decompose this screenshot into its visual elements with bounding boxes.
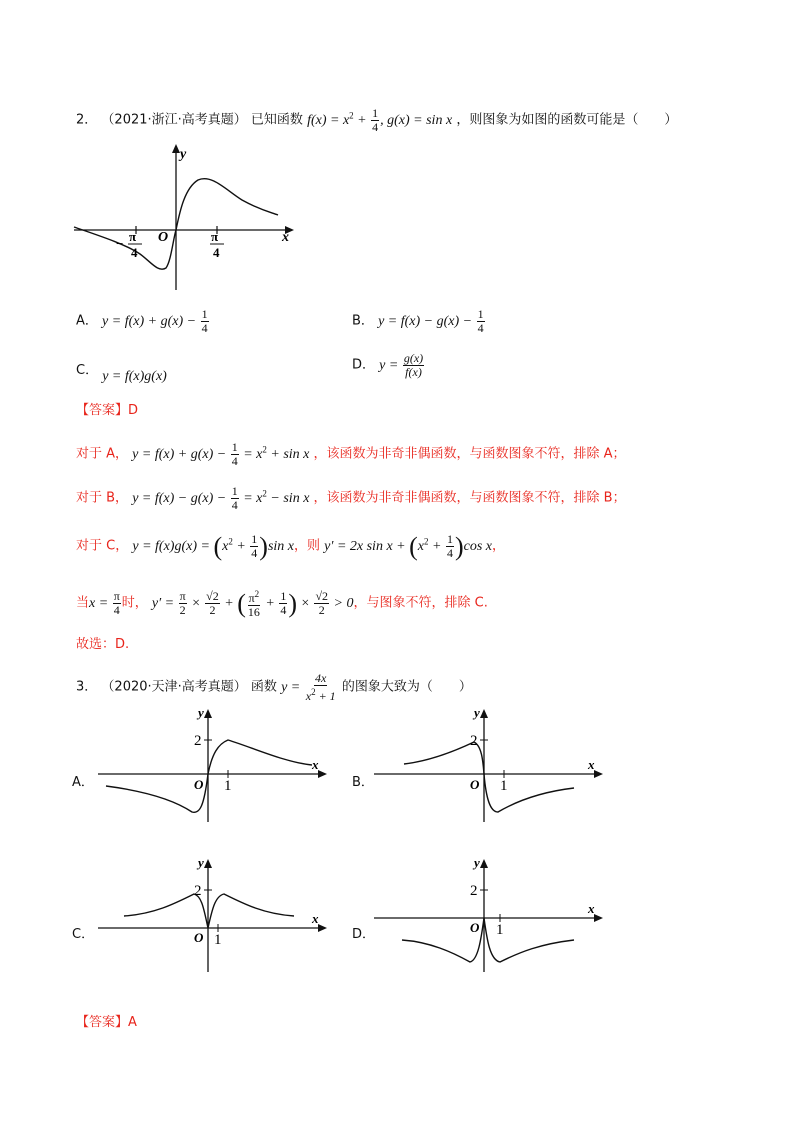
analysis-d (76, 588, 488, 619)
q2-stem-pre: 已知函数 (250, 112, 303, 128)
analysis-c-post: ， (492, 538, 506, 554)
q3-answer-tag: 【答案】 (76, 1015, 129, 1030)
analysis-c-pre: 对于 C， (76, 538, 129, 554)
svg-text:1: 1 (500, 778, 508, 794)
analysis-c-formula-1: $y = f(x)g(x) = (x^2$ + $\frac{1}{4}$ )sin x (132, 531, 295, 561)
q3-graph-a (94, 706, 334, 826)
analysis-a (76, 440, 626, 468)
svg-text:2: 2 (194, 733, 202, 749)
svg-text:1: 1 (214, 932, 222, 948)
analysis-b (76, 484, 626, 512)
analysis-a-pre: 对于 A， (76, 446, 129, 462)
analysis-b-post: ，该函数为非奇非偶函数，与函数图象不符，排除 B； (313, 490, 626, 506)
svg-text:O: O (470, 777, 480, 792)
svg-text:y: y (474, 706, 480, 720)
q2-minus-sign: − (116, 236, 124, 251)
q3-source: （2020·天津·高考真题） (101, 679, 247, 695)
analysis-d-post: ，与图象不符，排除 C. (353, 595, 488, 611)
q2-origin-label: O (158, 230, 169, 245)
analysis-c-formula-2: y′ = 2x $\sin x + (x^2$ + $\frac{1}{4}$ )cos x (324, 531, 493, 561)
analysis-d-pre: 当 (76, 595, 90, 611)
option-a-expr: y = f(x) + g(x) − $\frac{1}{4}$ (102, 307, 208, 335)
q3-graph-c (94, 856, 334, 976)
analysis-b-pre: 对于 B， (76, 490, 129, 506)
q3-graph-a-curve (106, 740, 312, 812)
analysis-d-mid: 时， (121, 595, 148, 611)
svg-text:x: x (588, 901, 595, 916)
svg-text:x: x (312, 911, 319, 926)
answer-value: D (128, 403, 139, 418)
q3-graph-d-label: D． (352, 927, 376, 942)
q2-graph (70, 140, 300, 300)
q3-graph-c-curve (124, 894, 294, 928)
q2-stem (76, 106, 677, 134)
svg-text:y: y (198, 706, 204, 720)
analysis-a-post: ，该函数为非奇非偶函数，与函数图象不符，排除 A； (313, 446, 626, 462)
q2-y-arrow (172, 144, 180, 153)
svg-text:y: y (474, 856, 480, 870)
svg-text:O: O (194, 777, 204, 792)
analysis-b-formula: y = f(x) − g(x) − $\frac{1}{4}$ = $x^2 - \sin x$ (132, 483, 310, 512)
analysis-c-mid: ，则 (294, 538, 321, 554)
svg-text:O: O (470, 920, 480, 935)
q3-stem-post: 的图象大致为（ ） (341, 679, 472, 695)
svg-text:O: O (194, 930, 204, 945)
q2-tick-neg-den: 4 (131, 245, 138, 260)
q2-option-d (352, 352, 425, 379)
q3-graph-c-label: C． (72, 927, 95, 942)
q3-graph-b-curve (404, 742, 574, 812)
q2-option-a (76, 308, 210, 335)
svg-text:1: 1 (496, 922, 504, 938)
q3-number: 3． (76, 679, 98, 695)
q3-answer-value: A (128, 1015, 137, 1030)
q2-x-label: x (282, 230, 289, 245)
q2-y-label: y (180, 147, 187, 162)
analysis-d-x-value: x = $\frac{\pi}{4}$ (89, 589, 120, 617)
q3-graph-b (370, 706, 610, 826)
option-b-expr: y = f(x) − g(x) − $\frac{1}{4}$ (378, 307, 484, 335)
q3-stem-formula: y = $\frac{4x}{x^2 + 1}$ (281, 671, 336, 703)
option-a-label: A． (76, 313, 98, 329)
analysis-d-formula: y′ = $\frac{\pi}{2}$ × $\frac{√2}{2}$ + ( $\frac{\pi^2}{16}$ + $\frac{1}{4}$ ) × $\frac{√2}{2}$ > 0 (151, 588, 354, 619)
option-c-label: C． (76, 363, 99, 378)
q3-graph-d (370, 856, 610, 976)
q2-tick-pos-den: 4 (213, 245, 220, 260)
q2-tick-pos-num: π (211, 229, 219, 244)
q2-number: 2． (76, 112, 98, 128)
q2-stem-formula: $f(x) = x^2$ + $\frac{1}{4}$ , g(x) = sin x (307, 105, 453, 134)
q2-stem-post: ，则图象为如图的函数可能是（ ） (456, 112, 678, 128)
svg-text:x: x (588, 757, 595, 772)
svg-text:y: y (198, 856, 204, 870)
svg-text:x: x (312, 757, 319, 772)
q2-option-b (352, 308, 486, 335)
q3-stem (76, 672, 472, 703)
svg-text:2: 2 (470, 883, 478, 899)
q2-option-c (76, 362, 167, 384)
svg-text:2: 2 (194, 883, 202, 899)
q2-tick-neg-num: π (129, 229, 137, 244)
answer-tag: 【答案】 (76, 403, 129, 418)
option-d-expr: y = $\frac{g(x)}{f(x)}$ (379, 351, 424, 379)
option-c-expr: y = f(x)g(x) (102, 369, 167, 384)
option-b-label: B． (352, 313, 374, 329)
q3-answer (76, 1014, 137, 1032)
option-d-label: D． (352, 357, 376, 373)
q3-graph-a-label: A． (72, 775, 94, 790)
q2-source: （2021·浙江·高考真题） (101, 112, 247, 128)
analysis-c (76, 532, 505, 560)
svg-text:1: 1 (224, 778, 232, 794)
svg-text:2: 2 (470, 733, 478, 749)
analysis-conclusion: 故选：D. (76, 637, 130, 652)
q3-stem-pre: 函数 (250, 679, 277, 695)
q3-graph-b-label: B． (352, 775, 374, 790)
q3-graph-d-curve (402, 918, 574, 962)
analysis-a-formula: y = f(x) + g(x) − $\frac{1}{4}$ = $x^2 + \sin x$ (132, 439, 310, 468)
q2-answer (76, 402, 138, 420)
